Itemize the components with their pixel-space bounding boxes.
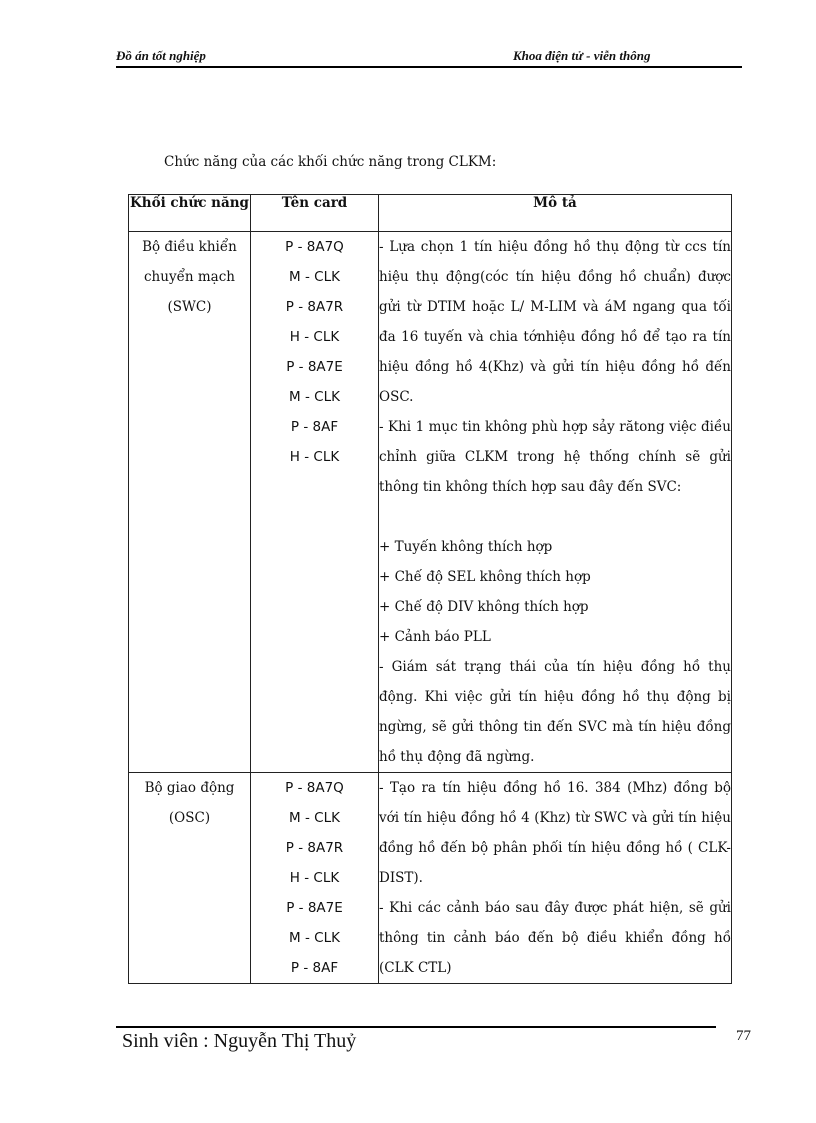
column-header-description: Mô tả: [379, 195, 732, 232]
block-line: chuyển mạch: [144, 269, 235, 285]
card-name: H - CLK: [289, 449, 340, 465]
description-paragraph: - Khi các cảnh báo sau đây được phát hiện, sẽ gửi thông tin cảnh báo đến bộ điều khiển đồng hồ (CLK CTL): [379, 900, 731, 976]
description-bullet: + Tuyến không thích hợp: [379, 539, 553, 555]
description-paragraph: - Giám sát trạng thái của tín hiệu đồng hồ thụ động. Khi việc gửi tín hiệu đồng hồ thụ động bị ngừng, sẽ gửi thông tin đến SVC mà tín hiệu đồng hồ thụ động đã ngừng.: [379, 659, 731, 765]
block-line: (SWC): [167, 299, 212, 315]
intro-text: Chức năng của các khối chức năng trong CLKM:: [164, 154, 497, 170]
card-name: P - 8A7E: [286, 900, 343, 916]
card-name: P - 8A7E: [286, 359, 343, 375]
description-cell: [379, 232, 732, 773]
header-department: Khoa điện tử - viễn thông: [513, 48, 651, 63]
card-name: P - 8A7R: [285, 299, 344, 315]
card-cell: [251, 232, 379, 773]
description-paragraph: - Tạo ra tín hiệu đồng hồ 16. 384 (Mhz) đồng bộ với tín hiệu đồng hồ 4 (Khz) từ SWC và gửi tín hiệu đồng hồ đến bộ phân phối tín hiệu đồng hồ ( CLK-DIST).: [379, 780, 731, 886]
card-name: P - 8A7Q: [285, 780, 344, 796]
card-name: P - 8A7Q: [285, 239, 344, 255]
header-title: Đồ án tốt nghiệp: [116, 48, 206, 63]
card-name: P - 8AF: [290, 960, 339, 976]
card-name: H - CLK: [289, 329, 340, 345]
card-cell: [251, 773, 379, 984]
description-spacer: [379, 502, 731, 532]
card-name: M - CLK: [289, 810, 340, 826]
table-row: [129, 773, 732, 984]
description-bullet: + Chế độ SEL không thích hợp: [379, 569, 591, 585]
description-bullet: + Chế độ DIV không thích hợp: [379, 599, 589, 615]
card-name: M - CLK: [289, 389, 340, 405]
block-line: Bộ giao động: [144, 780, 235, 796]
block-line: Bộ điều khiển: [142, 239, 237, 255]
block-cell: [129, 232, 251, 773]
card-name: H - CLK: [289, 870, 340, 886]
block-line: (OSC): [168, 810, 211, 826]
header-divider: [116, 66, 742, 68]
footer-divider: [116, 1026, 716, 1028]
card-name: P - 8A7R: [285, 840, 344, 856]
block-cell: [129, 773, 251, 984]
card-name: M - CLK: [289, 269, 340, 285]
description-bullet: + Cảnh báo PLL: [379, 629, 491, 645]
description-paragraph: - Khi 1 mục tin không phù hợp sảy rătong việc điều chỉnh giữa CLKM trong hệ thống chính sẽ gửi thông tin không thích hợp sau đây đến SVC:: [379, 419, 731, 495]
description-paragraph: - Lựa chọn 1 tín hiệu đồng hồ thụ động từ ccs tín hiệu thụ động(cóc tín hiệu đồng hồ chuẩn) được gửi từ DTIM hoặc L/ M-LIM và áM ngang qua tối đa 16 tuyến và chia tớnhiệu đồng hồ để tạo ra tín hiệu đồng hồ 4(Khz) và gửi tín hiệu đồng hồ đến OSC.: [379, 239, 731, 405]
footer-student: Sinh viên : Nguyễn Thị Thuỷ: [122, 1030, 357, 1052]
column-header-block: Khối chức năng: [129, 195, 251, 232]
table-row: [129, 232, 732, 773]
column-header-card: Tên card: [251, 195, 379, 232]
table-header-row: [129, 195, 732, 232]
page-number: 77: [736, 1028, 751, 1044]
card-name: P - 8AF: [290, 419, 339, 435]
function-table: [128, 194, 732, 984]
card-name: M - CLK: [289, 930, 340, 946]
description-cell: [379, 773, 732, 984]
